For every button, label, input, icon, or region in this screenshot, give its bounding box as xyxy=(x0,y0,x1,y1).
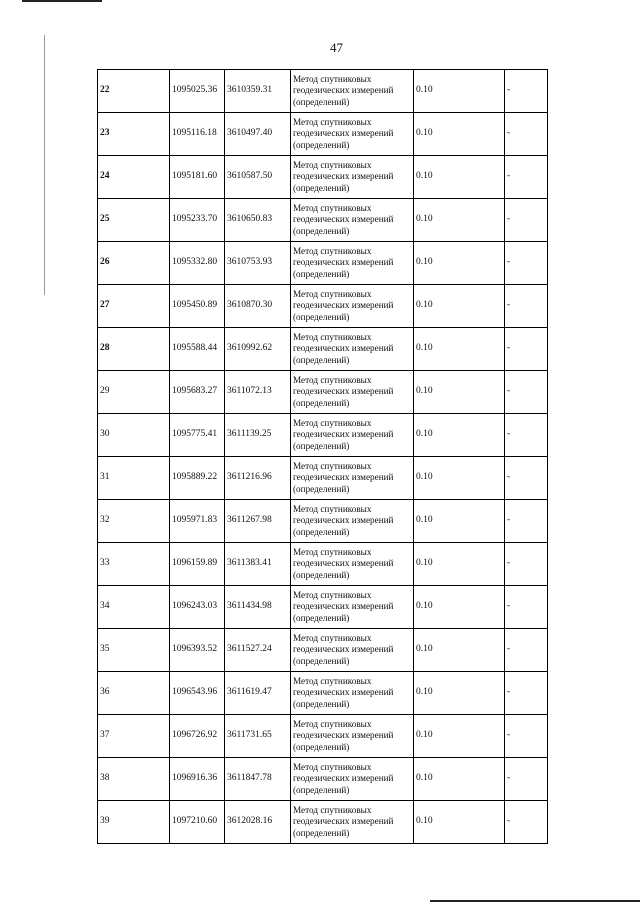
coord-y-cell: 3611072.13 xyxy=(225,371,291,414)
point-number-cell: 33 xyxy=(98,543,170,586)
method-cell: Метод спутниковых геодезических измерений (определений) xyxy=(291,285,414,328)
coord-y-cell: 3611216.96 xyxy=(225,457,291,500)
page-number: 47 xyxy=(330,40,343,55)
coord-x-cell: 1096726.92 xyxy=(170,715,225,758)
scan-mark-bottom-right xyxy=(430,900,640,902)
method-cell: Метод спутниковых геодезических измерений (определений) xyxy=(291,242,414,285)
table-row xyxy=(98,199,548,242)
point-number-cell: 31 xyxy=(98,457,170,500)
coord-y-cell: 3611383.41 xyxy=(225,543,291,586)
scan-mark-top-left xyxy=(22,0,102,2)
table-row xyxy=(98,156,548,199)
coord-y-cell: 3611267.98 xyxy=(225,500,291,543)
accuracy-cell: 0.10 xyxy=(414,156,505,199)
coord-x-cell: 1095332.80 xyxy=(170,242,225,285)
method-cell: Метод спутниковых геодезических измерений (определений) xyxy=(291,70,414,113)
point-number-cell: 37 xyxy=(98,715,170,758)
description-cell: - xyxy=(505,156,548,199)
description-cell: - xyxy=(505,500,548,543)
description-cell: - xyxy=(505,543,548,586)
coordinates-table xyxy=(97,69,548,844)
coord-y-cell: 3610497.40 xyxy=(225,113,291,156)
accuracy-cell: 0.10 xyxy=(414,629,505,672)
method-cell: Метод спутниковых геодезических измерений (определений) xyxy=(291,113,414,156)
point-number-cell: 36 xyxy=(98,672,170,715)
accuracy-cell: 0.10 xyxy=(414,285,505,328)
accuracy-cell: 0.10 xyxy=(414,199,505,242)
coord-x-cell: 1095889.22 xyxy=(170,457,225,500)
accuracy-cell: 0.10 xyxy=(414,113,505,156)
coord-x-cell: 1096916.36 xyxy=(170,758,225,801)
accuracy-cell: 0.10 xyxy=(414,801,505,844)
coord-y-cell: 3611731.65 xyxy=(225,715,291,758)
point-number-cell: 38 xyxy=(98,758,170,801)
table-row xyxy=(98,715,548,758)
description-cell: - xyxy=(505,285,548,328)
table-row xyxy=(98,672,548,715)
description-cell: - xyxy=(505,629,548,672)
coord-x-cell: 1095025.36 xyxy=(170,70,225,113)
coord-y-cell: 3611619.47 xyxy=(225,672,291,715)
accuracy-cell: 0.10 xyxy=(414,586,505,629)
point-number-cell: 35 xyxy=(98,629,170,672)
coord-y-cell: 3611434.98 xyxy=(225,586,291,629)
coord-x-cell: 1095450.89 xyxy=(170,285,225,328)
coord-x-cell: 1096543.96 xyxy=(170,672,225,715)
table-row xyxy=(98,70,548,113)
coord-y-cell: 3611139.25 xyxy=(225,414,291,457)
method-cell: Метод спутниковых геодезических измерений (определений) xyxy=(291,801,414,844)
table-row xyxy=(98,285,548,328)
method-cell: Метод спутниковых геодезических измерений (определений) xyxy=(291,672,414,715)
coord-x-cell: 1096243.03 xyxy=(170,586,225,629)
accuracy-cell: 0.10 xyxy=(414,500,505,543)
accuracy-cell: 0.10 xyxy=(414,242,505,285)
coord-y-cell: 3610870.30 xyxy=(225,285,291,328)
description-cell: - xyxy=(505,113,548,156)
coord-x-cell: 1095775.41 xyxy=(170,414,225,457)
table-row xyxy=(98,457,548,500)
accuracy-cell: 0.10 xyxy=(414,758,505,801)
description-cell: - xyxy=(505,242,548,285)
description-cell: - xyxy=(505,70,548,113)
coord-y-cell: 3610992.62 xyxy=(225,328,291,371)
description-cell: - xyxy=(505,672,548,715)
accuracy-cell: 0.10 xyxy=(414,70,505,113)
coord-x-cell: 1095588.44 xyxy=(170,328,225,371)
description-cell: - xyxy=(505,586,548,629)
description-cell: - xyxy=(505,414,548,457)
coord-x-cell: 1095683.27 xyxy=(170,371,225,414)
table-row xyxy=(98,543,548,586)
description-cell: - xyxy=(505,801,548,844)
accuracy-cell: 0.10 xyxy=(414,328,505,371)
method-cell: Метод спутниковых геодезических измерений (определений) xyxy=(291,457,414,500)
coord-x-cell: 1096393.52 xyxy=(170,629,225,672)
table-row xyxy=(98,629,548,672)
point-number-cell: 30 xyxy=(98,414,170,457)
table-row xyxy=(98,414,548,457)
coord-y-cell: 3611847.78 xyxy=(225,758,291,801)
table-row xyxy=(98,500,548,543)
table-row xyxy=(98,242,548,285)
description-cell: - xyxy=(505,371,548,414)
point-number-cell: 26 xyxy=(98,242,170,285)
scan-mark-left-edge xyxy=(44,35,45,295)
accuracy-cell: 0.10 xyxy=(414,371,505,414)
coord-y-cell: 3610587.50 xyxy=(225,156,291,199)
coord-x-cell: 1095116.18 xyxy=(170,113,225,156)
accuracy-cell: 0.10 xyxy=(414,457,505,500)
description-cell: - xyxy=(505,328,548,371)
method-cell: Метод спутниковых геодезических измерений (определений) xyxy=(291,371,414,414)
coord-y-cell: 3610359.31 xyxy=(225,70,291,113)
method-cell: Метод спутниковых геодезических измерений (определений) xyxy=(291,156,414,199)
point-number-cell: 29 xyxy=(98,371,170,414)
point-number-cell: 34 xyxy=(98,586,170,629)
coord-x-cell: 1095971.83 xyxy=(170,500,225,543)
point-number-cell: 23 xyxy=(98,113,170,156)
point-number-cell: 28 xyxy=(98,328,170,371)
method-cell: Метод спутниковых геодезических измерений (определений) xyxy=(291,758,414,801)
coord-y-cell: 3610650.83 xyxy=(225,199,291,242)
point-number-cell: 25 xyxy=(98,199,170,242)
point-number-cell: 32 xyxy=(98,500,170,543)
method-cell: Метод спутниковых геодезических измерений (определений) xyxy=(291,543,414,586)
table-row xyxy=(98,758,548,801)
method-cell: Метод спутниковых геодезических измерений (определений) xyxy=(291,629,414,672)
table-row xyxy=(98,586,548,629)
description-cell: - xyxy=(505,199,548,242)
method-cell: Метод спутниковых геодезических измерений (определений) xyxy=(291,586,414,629)
table-row xyxy=(98,801,548,844)
point-number-cell: 24 xyxy=(98,156,170,199)
point-number-cell: 22 xyxy=(98,70,170,113)
description-cell: - xyxy=(505,758,548,801)
accuracy-cell: 0.10 xyxy=(414,543,505,586)
point-number-cell: 39 xyxy=(98,801,170,844)
accuracy-cell: 0.10 xyxy=(414,715,505,758)
point-number-cell: 27 xyxy=(98,285,170,328)
coord-x-cell: 1095233.70 xyxy=(170,199,225,242)
method-cell: Метод спутниковых геодезических измерений (определений) xyxy=(291,414,414,457)
table-row xyxy=(98,328,548,371)
coord-y-cell: 3610753.93 xyxy=(225,242,291,285)
table-row xyxy=(98,113,548,156)
table-row xyxy=(98,371,548,414)
method-cell: Метод спутниковых геодезических измерений (определений) xyxy=(291,500,414,543)
coord-y-cell: 3612028.16 xyxy=(225,801,291,844)
accuracy-cell: 0.10 xyxy=(414,414,505,457)
coord-x-cell: 1096159.89 xyxy=(170,543,225,586)
coord-y-cell: 3611527.24 xyxy=(225,629,291,672)
description-cell: - xyxy=(505,457,548,500)
description-cell: - xyxy=(505,715,548,758)
method-cell: Метод спутниковых геодезических измерений (определений) xyxy=(291,328,414,371)
method-cell: Метод спутниковых геодезических измерений (определений) xyxy=(291,199,414,242)
coord-x-cell: 1097210.60 xyxy=(170,801,225,844)
coord-x-cell: 1095181.60 xyxy=(170,156,225,199)
method-cell: Метод спутниковых геодезических измерений (определений) xyxy=(291,715,414,758)
accuracy-cell: 0.10 xyxy=(414,672,505,715)
